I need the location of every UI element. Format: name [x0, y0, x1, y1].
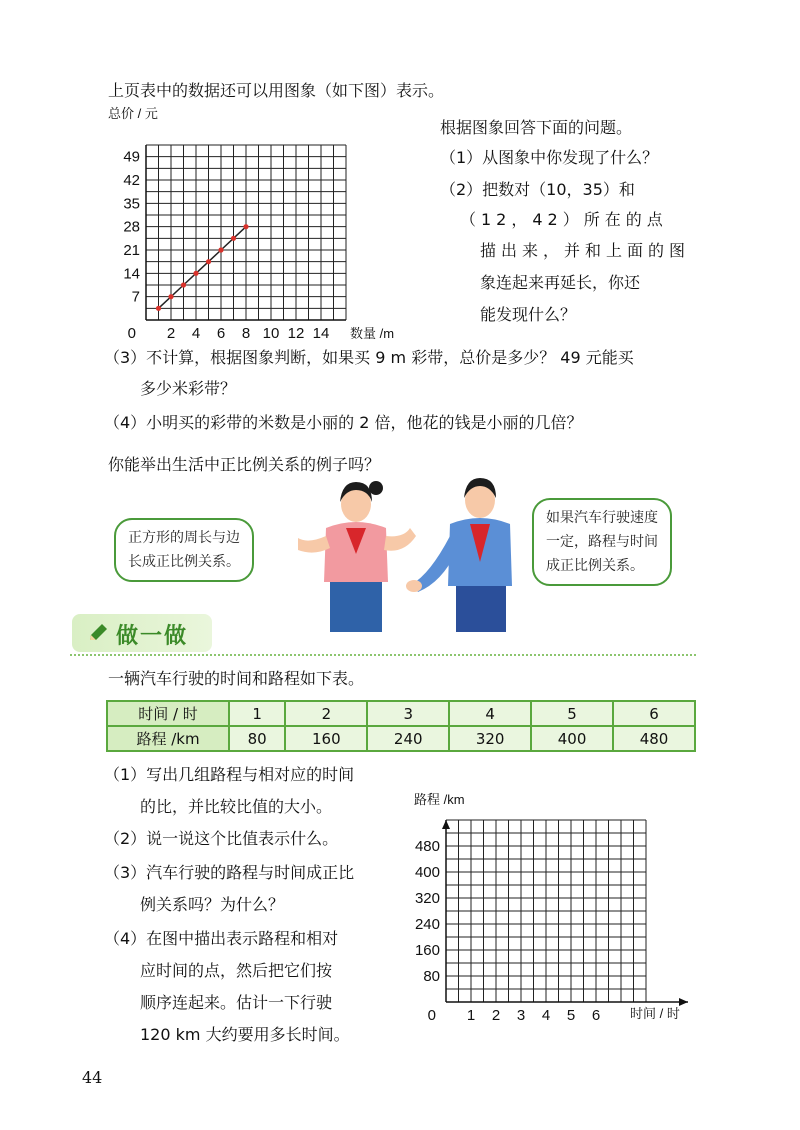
bubble-right-line-3: 成正比例关系。 — [546, 558, 644, 574]
y-tick-label: 49 — [123, 148, 140, 166]
pencil-icon — [86, 622, 110, 646]
y-tick-label: 42 — [123, 172, 140, 189]
data-point — [168, 294, 173, 299]
x-tick-label: 6 — [216, 325, 226, 342]
time-distance-table — [106, 700, 696, 752]
students-illustration — [290, 478, 530, 634]
y-tick-label: 7 — [131, 288, 140, 306]
table-cell: 480 — [613, 726, 695, 751]
x-tick-label: 10 — [262, 325, 280, 342]
speech-bubble-left — [114, 518, 254, 582]
y-axis-label: 路程 /km — [414, 792, 465, 807]
y-tick-label: 320 — [414, 890, 440, 907]
y-tick-label: 21 — [123, 242, 140, 259]
x-tick-label: 2 — [491, 1007, 501, 1024]
question-2-line-3: 描出来，并和上面的图 — [480, 241, 691, 260]
exercise-question-1-line-1: （1）写出几组路程与相对应的时间 — [104, 765, 355, 784]
section-divider — [70, 654, 696, 656]
exercise-intro: 一辆汽车行驶的时间和路程如下表。 — [108, 669, 365, 688]
x-tick-label: 12 — [287, 325, 305, 342]
intro-text: 上页表中的数据还可以用图象（如下图）表示。 — [108, 81, 445, 100]
question-3-line-1: （3）不计算，根据图象判断，如果买 9 m 彩带，总价是多少？ 49 元能买 — [104, 348, 634, 367]
table-cell: 5 — [531, 701, 613, 726]
question-2-line-1: （2）把数对（10，35）和 — [440, 180, 635, 199]
x-tick-label: 2 — [166, 325, 176, 342]
distance-chart — [400, 786, 710, 1026]
table-cell: 1 — [229, 701, 285, 726]
x-tick-label: 4 — [541, 1007, 551, 1024]
boy-figure — [406, 478, 512, 632]
table-row-head: 路程 /km — [107, 726, 229, 751]
y-tick-label: 400 — [414, 864, 440, 881]
page-number: 44 — [82, 1068, 103, 1087]
table-row-head: 时间 / 时 — [107, 701, 229, 726]
bubble-left-line-1: 正方形的周长与边 — [128, 530, 240, 546]
price-chart — [100, 104, 430, 344]
y-tick-label: 480 — [414, 838, 440, 855]
question-1: （1）从图象中你发现了什么？ — [440, 148, 659, 167]
data-point — [231, 236, 236, 241]
data-point — [206, 259, 211, 264]
table-cell: 400 — [531, 726, 613, 751]
table-cell: 3 — [367, 701, 449, 726]
data-point — [243, 224, 248, 229]
origin-label: 0 — [127, 325, 136, 342]
question-3-line-2: 多少米彩带？ — [140, 379, 237, 398]
y-tick-label: 14 — [123, 265, 140, 283]
y-tick-label: 35 — [123, 195, 140, 213]
x-tick-label: 5 — [566, 1007, 576, 1024]
y-axis-label: 总价 / 元 — [108, 106, 158, 121]
exercise-question-4-line-1: （4）在图中描出表示路程和相对 — [104, 929, 339, 948]
prompt-text: 你能举出生活中正比例关系的例子吗？ — [108, 455, 381, 474]
x-tick-label: 8 — [241, 325, 251, 342]
exercise-question-4-line-3: 顺序连起来。估计一下行驶 — [140, 993, 333, 1012]
bubble-left-line-2: 长成正比例关系。 — [128, 554, 240, 570]
x-tick-label: 6 — [591, 1007, 601, 1024]
y-tick-label: 160 — [414, 942, 440, 959]
girl-figure — [298, 481, 416, 632]
data-point — [181, 282, 186, 287]
questions-lead: 根据图象回答下面的问题。 — [440, 118, 633, 137]
origin-label: 0 — [427, 1007, 436, 1024]
table-cell: 320 — [449, 726, 531, 751]
bubble-right-line-1: 如果汽车行驶速度 — [546, 510, 658, 526]
x-tick-label: 1 — [466, 1007, 476, 1024]
y-tick-label: 80 — [423, 968, 440, 985]
table-cell: 240 — [367, 726, 449, 751]
table-cell: 80 — [229, 726, 285, 751]
question-2-line-4: 象连起来再延长，你还 — [480, 273, 641, 292]
table-cell: 6 — [613, 701, 695, 726]
question-2-line-5: 能发现什么？ — [480, 305, 577, 324]
table-cell: 160 — [285, 726, 367, 751]
x-tick-label: 14 — [312, 325, 330, 342]
table-row — [107, 701, 695, 726]
x-tick-label: 3 — [516, 1007, 526, 1024]
exercise-question-3-line-1: （3）汽车行驶的路程与时间成正比 — [104, 863, 355, 882]
x-axis-label: 时间 / 时 — [630, 1006, 680, 1021]
x-axis-label: 数量 /m — [350, 326, 395, 341]
y-tick-label: 28 — [123, 218, 140, 236]
table-cell: 4 — [449, 701, 531, 726]
exercise-question-2: （2）说一说这个比值表示什么。 — [104, 829, 339, 848]
y-axis-arrow-icon — [442, 820, 450, 829]
data-point — [218, 247, 223, 252]
exercise-question-4-line-2: 应时间的点，然后把它们按 — [140, 961, 333, 980]
data-point — [156, 306, 161, 311]
data-point — [193, 271, 198, 276]
exercise-question-1-line-2: 的比，并比较比值的大小。 — [140, 797, 333, 816]
table-cell: 2 — [285, 701, 367, 726]
bubble-right-line-2: 一定，路程与时间 — [546, 534, 658, 550]
section-title: 做一做 — [116, 624, 189, 649]
x-axis-arrow-icon — [679, 998, 688, 1006]
table-row — [107, 726, 695, 751]
speech-bubble-right — [532, 498, 672, 586]
exercise-question-4-line-4: 120 km 大约要用多长时间。 — [140, 1025, 350, 1044]
exercise-question-3-line-2: 例关系吗？为什么？ — [140, 895, 285, 914]
x-tick-label: 4 — [191, 325, 201, 342]
question-4: （4）小明买的彩带的米数是小丽的 2 倍，他花的钱是小丽的几倍？ — [104, 413, 583, 432]
y-tick-label: 240 — [414, 916, 440, 933]
question-2-line-2: （12，42）所在的点 — [460, 210, 668, 229]
